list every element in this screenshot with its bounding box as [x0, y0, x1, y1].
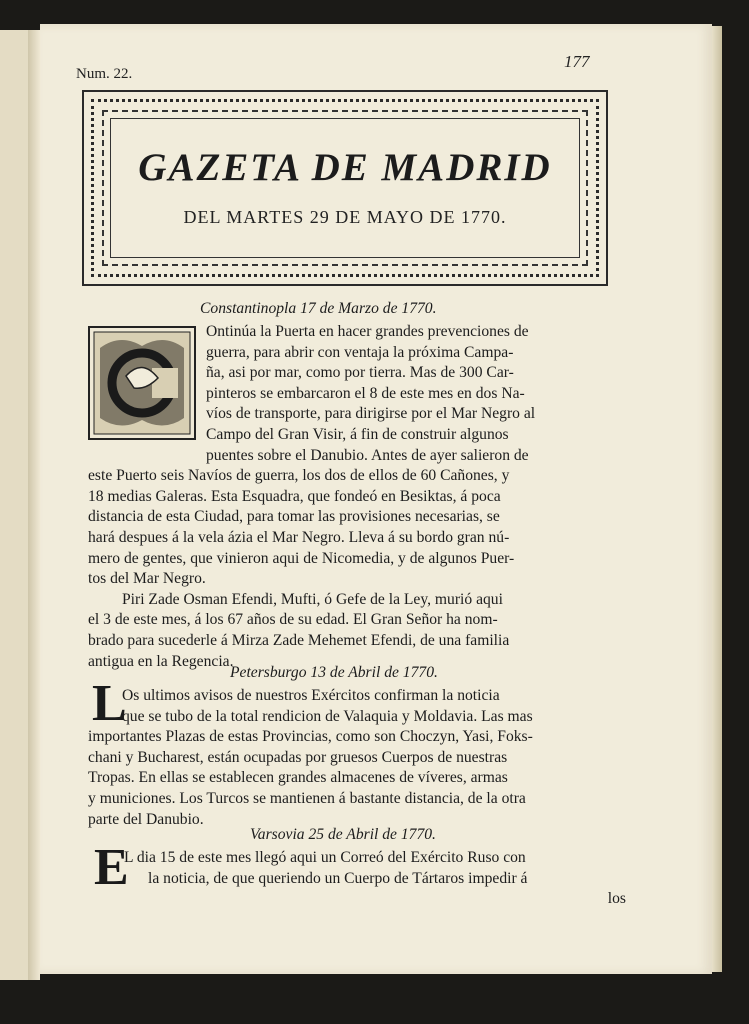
text-line: víos de transporte, para dirigirse por el Mar Negro al	[206, 405, 536, 423]
book-gutter	[28, 30, 40, 980]
text-line: brado para sucederle á Mirza Zade Mehemet Efendi, de una familia	[88, 631, 510, 649]
text-line: pinteros se embarcaron el 8 de este mes en dos Na-	[206, 384, 525, 402]
text-line: el 3 de este mes, á los 67 años de su edad. El Gran Señor ha nom-	[88, 611, 498, 629]
text-line: Os ultimos avisos de nuestros Exércitos confirman la noticia	[122, 687, 500, 704]
text-line: hará despues á la vela ázia el Mar Negro. Lleva á su bordo gran nú-	[88, 528, 510, 546]
text-line: L dia 15 de este mes llegó aqui un Correó del Exército Ruso con	[124, 849, 526, 866]
drop-cap-e: E	[94, 839, 129, 896]
text-line: Campo del Gran Visir, á fin de construir algunos	[206, 425, 509, 443]
text-line: ña, asi por mar, como por tierra. Mas de 300 Car-	[206, 364, 514, 382]
text-line: guerra, para abrir con ventaja la próxima Campa-	[206, 343, 514, 361]
text-line: y municiones. Los Turcos se mantienen á bastante distancia, de la otra	[88, 789, 526, 807]
masthead-title: GAZETA DE MADRID	[138, 146, 552, 189]
dateline-petersburgo: Petersburgo 13 de Abril de 1770.	[230, 664, 438, 681]
text-line: distancia de esta Ciudad, para tomar las provisiones necesarias, se	[88, 508, 500, 526]
text-line: mero de gentes, que vinieron aqui de Nicomedia, y de algunos Puer-	[88, 549, 515, 567]
article-varsovia	[88, 848, 626, 910]
issue-number: Num. 22.	[76, 66, 133, 82]
text-line: parte del Danubio.	[88, 810, 204, 828]
text-line: la noticia, de que queriendo un Cuerpo de Tártaros impedir á	[148, 869, 528, 887]
article-petersburgo	[88, 686, 626, 830]
text-line: que se tubo de la total rendicion de Valaquia y Moldavia. Las mas	[122, 707, 533, 725]
text-line: tos del Mar Negro.	[88, 570, 206, 588]
text-line: este Puerto seis Navíos de guerra, los dos de ellos de 60 Cañones, y	[88, 467, 510, 485]
masthead-frame	[82, 90, 608, 286]
text-line: Ontinúa la Puerta en hacer grandes prevenciones de	[206, 323, 529, 340]
catchword: los	[607, 890, 626, 908]
text-line: 18 medias Galeras. Esta Esquadra, que fondeó en Besiktas, á poca	[88, 487, 501, 505]
article-constantinopla	[88, 322, 626, 672]
text-line: importantes Plazas de estas Provincias, como son Choczyn, Yasi, Foks-	[88, 728, 533, 746]
text-line: chani y Bucharest, están ocupadas por gruesos Cuerpos de nuestras	[88, 748, 508, 766]
dateline-varsovia: Varsovia 25 de Abril de 1770.	[250, 826, 436, 843]
newspaper-page	[40, 24, 712, 974]
text-line: puentes sobre el Danubio. Antes de ayer salieron de	[206, 446, 529, 464]
text-line: antigua en la Regencia.	[88, 652, 234, 670]
page-edge	[712, 26, 722, 972]
text-line: Tropas. En ellas se establecen grandes almacenes de víveres, armas	[88, 769, 508, 787]
drop-cap-l: L	[92, 675, 127, 732]
issue-date: DEL MARTES 29 DE MAYO DE 1770.	[183, 207, 507, 227]
page-number: 177	[564, 52, 590, 71]
dateline-constantinopla: Constantinopla 17 de Marzo de 1770.	[200, 300, 437, 317]
masthead-panel	[110, 118, 580, 258]
text-line: Piri Zade Osman Efendi, Mufti, ó Gefe de la Ley, murió aqui	[122, 590, 503, 608]
